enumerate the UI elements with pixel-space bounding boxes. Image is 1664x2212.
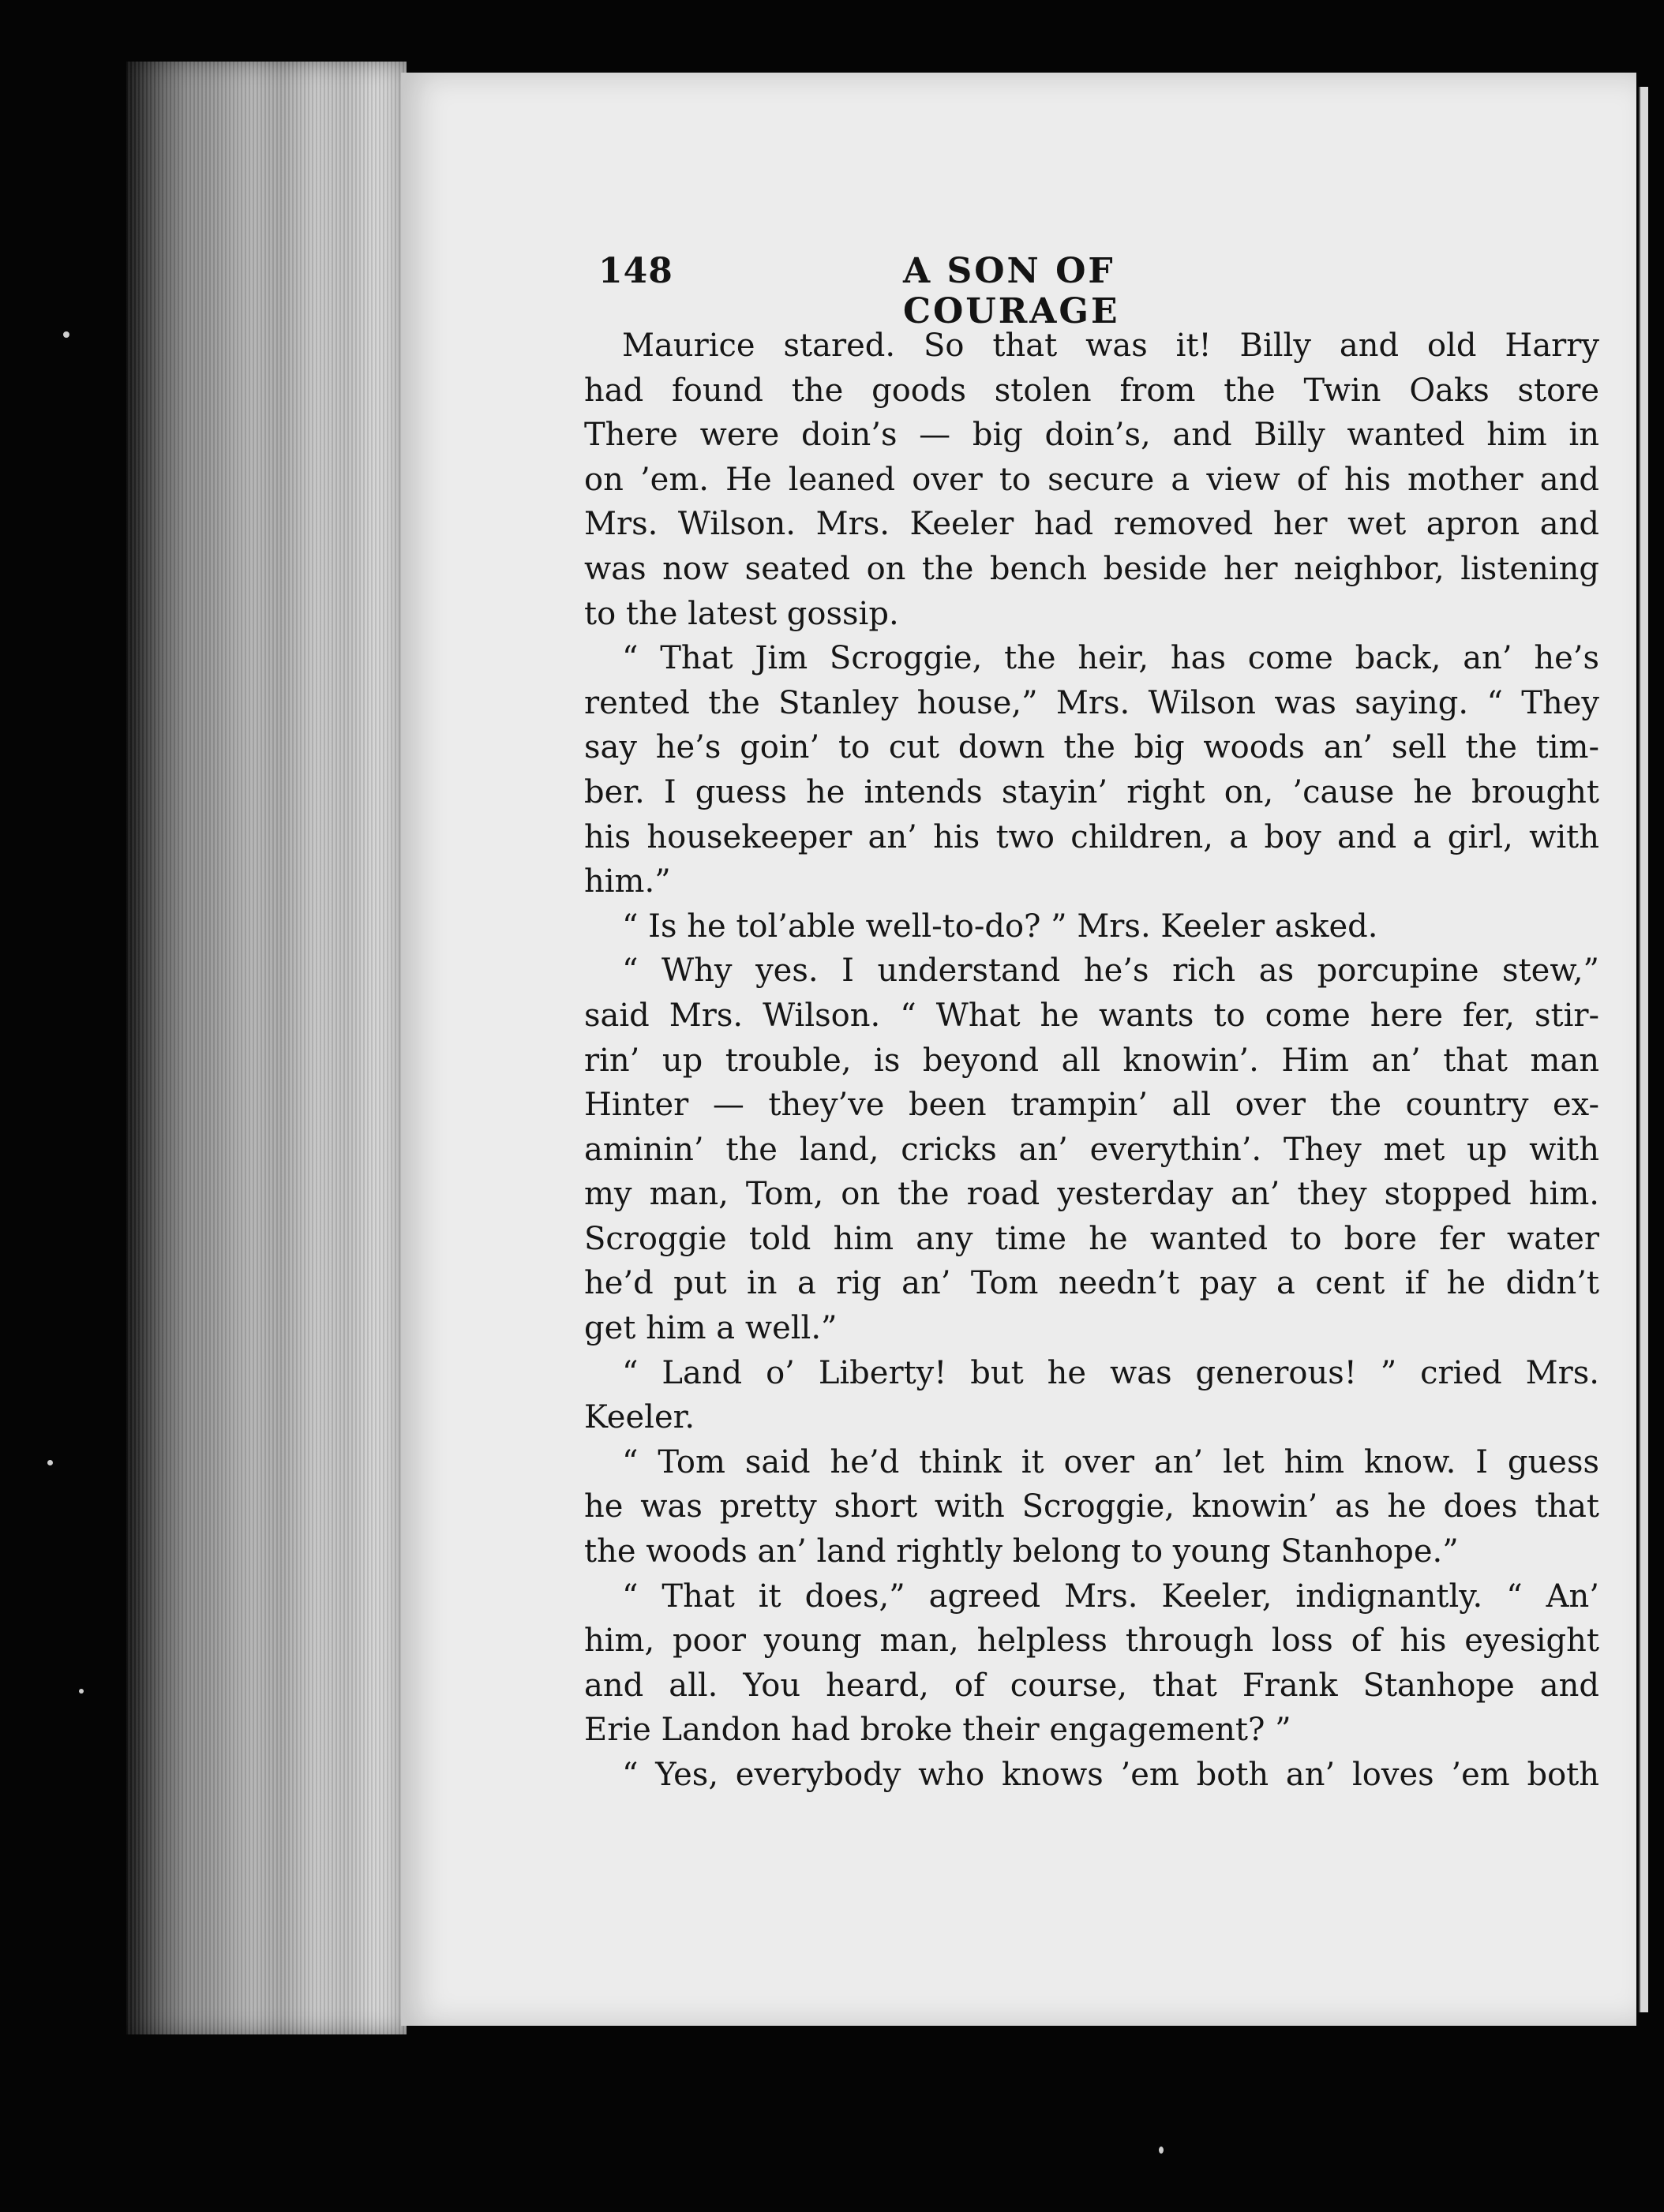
text-line: said Mrs. Wilson. “ What he wants to come here fer, stir- — [584, 997, 1599, 1034]
text-line: him, poor young man, helpless through loss of his eyesight — [584, 1623, 1599, 1660]
text-line: rented the Stanley house,” Mrs. Wilson was saying. “ They — [584, 684, 1599, 721]
text-line: say he’s goin’ to cut down the big woods an’ sell the tim- — [584, 729, 1599, 766]
text-line: to the latest gossip. — [584, 595, 899, 632]
text-line: was now seated on the bench beside her neighbor, listening — [584, 550, 1599, 587]
text-line: ber. I guess he intends stayin’ right on, ’cause he brought — [584, 773, 1599, 810]
text-line: “ Tom said he’d think it over an’ let him know. I guess — [622, 1443, 1599, 1480]
text-line: he was pretty short with Scroggie, knowin’ as he does that — [584, 1488, 1599, 1525]
dust-speck — [1159, 2147, 1164, 2154]
page-gutter-shadow — [126, 62, 407, 2034]
text-line: Maurice stared. So that was it! Billy and old Harry — [622, 327, 1599, 364]
text-line: Mrs. Wilson. Mrs. Keeler had removed her wet apron and — [584, 506, 1599, 543]
text-line: and all. You heard, of course, that Frank Stanhope and — [584, 1667, 1599, 1704]
text-line: There were doin’s — big doin’s, and Billy wanted him in — [584, 417, 1599, 454]
text-line: Keeler. — [584, 1399, 695, 1436]
text-line: Hinter — they’ve been trampin’ all over the country ex- — [584, 1087, 1599, 1124]
text-line: “ That it does,” agreed Mrs. Keeler, indignantly. “ An’ — [622, 1578, 1599, 1615]
dust-speck — [63, 331, 69, 338]
body-text — [584, 324, 1599, 1798]
text-line: “ Why yes. I understand he’s rich as porcupine stew,” — [622, 953, 1599, 990]
dust-speck — [47, 1460, 53, 1465]
text-line: get him a well.” — [584, 1310, 838, 1347]
text-line: on ’em. He leaned over to secure a view of his mother and — [584, 461, 1599, 498]
page-number: 148 — [598, 251, 673, 291]
running-head — [598, 251, 1332, 331]
text-line: “ Land o’ Liberty! but he was generous! ” cried Mrs. — [622, 1354, 1599, 1391]
book-title: A SON OF COURAGE — [903, 251, 1120, 331]
text-line: my man, Tom, on the road yesterday an’ they stopped him. — [584, 1176, 1599, 1213]
text-line: “ Yes, everybody who knows ’em both an’ loves ’em both — [622, 1757, 1599, 1793]
text-line: his housekeeper an’ his two children, a boy and a girl, with — [584, 818, 1599, 855]
text-line: he’d put in a rig an’ Tom needn’t pay a cent if he didn’t — [584, 1265, 1599, 1302]
text-line: “ That Jim Scroggie, the heir, has come back, an’ he’s — [622, 640, 1599, 677]
page-right-edge — [1639, 87, 1648, 2012]
text-line: “ Is he tol’able well-to-do? ” Mrs. Keeler asked. — [622, 908, 1378, 945]
text-line: Erie Landon had broke their engagement? ” — [584, 1712, 1291, 1749]
text-line: rin’ up trouble, is beyond all knowin’. Him an’ that man — [584, 1042, 1599, 1079]
text-line: him.” — [584, 863, 671, 900]
text-line: Scroggie told him any time he wanted to bore fer water — [584, 1220, 1599, 1257]
dust-speck — [79, 1689, 84, 1694]
text-line: aminin’ the land, cricks an’ everythin’. They met up with — [584, 1131, 1599, 1168]
text-line: the woods an’ land rightly belong to young Stanhope.” — [584, 1533, 1459, 1570]
text-line: had found the goods stolen from the Twin Oaks store — [584, 372, 1599, 409]
